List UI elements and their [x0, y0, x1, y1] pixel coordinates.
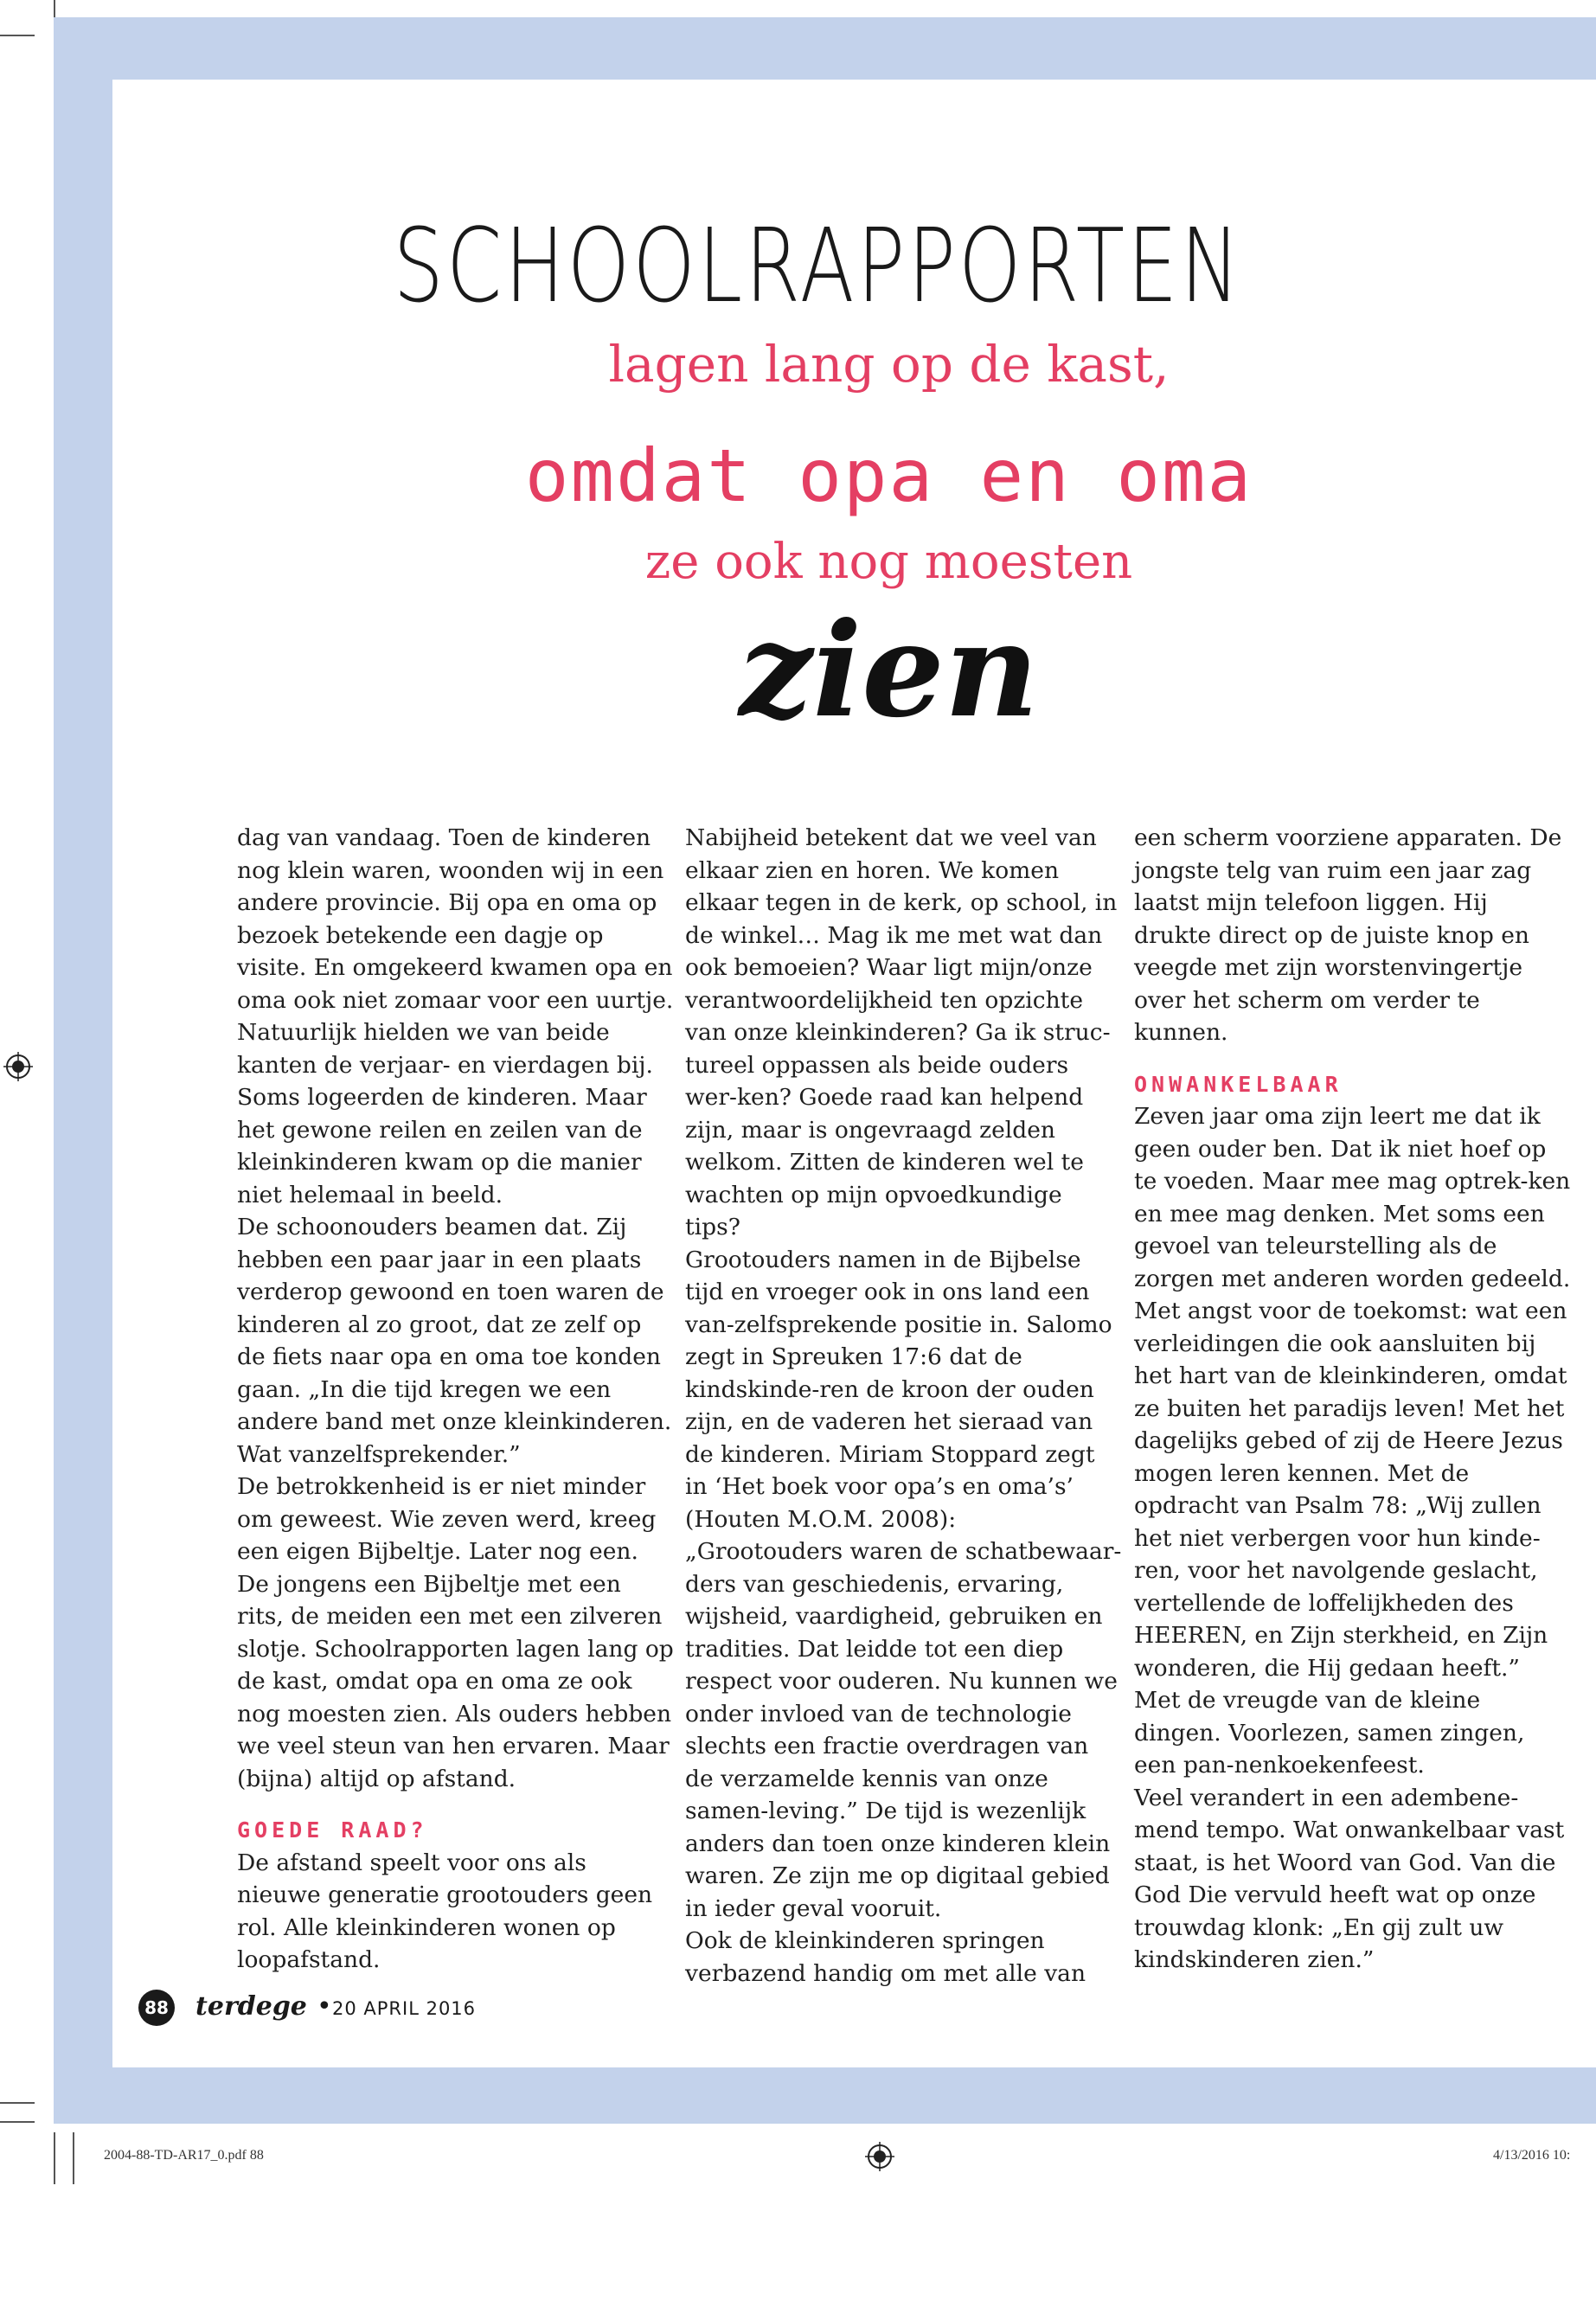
paragraph: Zeven jaar oma zijn leert me dat ik geen ouder ben. Dat ik niet hoef op te voeden. Maar mee mag optrek-ken en mee mag denken. Met soms een gevoel van teleurstelling als de zorgen met anderen worden gedeeld. Met angst voor de toekomst: wat een verleidingen die ook aansluiten bij het hart van de kleinkinderen, omdat ze buiten het paradijs leven! Met het dagelijks gebed of zij de Heere Jezus mogen leren kennen. Met de opdracht van Psalm 78: „Wij zullen het niet verbergen voor hun kinde-ren, voor het navolgende geslacht, vertellende de loffelijkheden des HEEREN, en Zijn sterkheid, en Zijn wonderen, die Hij gedaan heeft.”: [1134, 1103, 1571, 1682]
folio-separator: •: [317, 1991, 332, 2022]
registration-mark-icon: [3, 1052, 33, 1081]
crop-mark: [0, 35, 35, 36]
page-number: 88: [138, 1990, 175, 2026]
paragraph: De schoonouders beamen dat. Zij hebben een paar jaar in een plaats verderop gewoond en toen waren de kinderen al zo groot, dat ze zelf op de fiets naar opa en oma toe konden gaan. „In die tijd kregen we een andere band met onze kleinkinderen. Wat vanzelfsprekender.”: [237, 1214, 672, 1468]
paragraph: Nabijheid betekent dat we veel van elkaar zien en horen. We komen elkaar tegen in de kerk, op school, in de winkel… Mag ik me met wat dan ook bemoeien? Waar ligt mijn/onze verantwoordelijkheid ten opzichte van onze kleinkinderen? Ga ik struc-tureel oppassen als beide ouders wer-ken? Goede raad kan helpend zijn, maar is ongevraagd zelden welkom. Zitten de kinderen wel te wachten op mijn opvoedkundige tips?: [685, 824, 1118, 1240]
paragraph: Grootouders namen in de Bijbelse tijd en vroeger ook in ons land een van-zelfsprekende positie in. Salomo zegt in Spreuken 17:6 dat de kindskinde-ren de kroon der ouden zijn, en de vaderen het sieraad van de kinderen. Miriam Stoppard zegt in ‘Het boek voor opa’s en oma’s’ (Houten M.O.M. 2008):: [685, 1246, 1112, 1533]
crop-mark: [54, 0, 55, 17]
paragraph: De betrokkenheid is er niet minder om geweest. Wie zeven werd, kreeg een eigen Bijbeltje. Later nog een. De jongens een Bijbeltje met een rits, de meiden een met een zilveren slotje. Schoolrapporten lagen lang op de kast, omdat opa en oma ze ook nog moesten zien. Als ouders hebben we veel steun van hen ervaren. Maar (bijna) altijd op afstand.: [237, 1473, 674, 1792]
headline-line-2: lagen lang op de kast,: [608, 335, 1170, 394]
magazine-logo: terdege: [195, 1991, 307, 2022]
paragraph: Ook de kleinkinderen springen verbazend handig om met alle van: [685, 1927, 1086, 1987]
paragraph: Veel verandert in een adembene-mend tempo. Wat onwankelbaar vast staat, is het Woord van God. Van die God Die vervuld heeft wat op onze trouwdag klonk: „En gij zult uw kindskinderen zien.”: [1134, 1784, 1565, 1973]
crop-mark: [0, 2121, 35, 2123]
paragraph: dag van vandaag. Toen de kinderen nog klein waren, woonden wij in een andere provincie. Bij opa en oma op bezoek betekende een dagje op visite. En omgekeerd kwamen opa en oma ook niet zomaar voor een uurtje. Natuurlijk hielden we van beide kanten de verjaar- en vierdagen bij. Soms logeerden de kinderen. Maar het gewone reilen en zeilen van de kleinkinderen kwam op die manier niet helemaal in beeld.: [237, 824, 674, 1208]
headline-line-5: zien: [739, 594, 1039, 747]
paragraph: een scherm voorziene apparaten. De jongste telg van ruim een jaar zag laatst mijn telefoon liggen. Hij drukte direct op de juiste knop en veegde met zijn worstenvingertje over het scherm om verder te kunnen.: [1134, 824, 1562, 1046]
section-heading: GOEDE RAAD?: [237, 1817, 428, 1843]
crop-mark: [73, 2132, 74, 2184]
section-heading: ONWANKELBAAR: [1134, 1071, 1343, 1097]
paragraph: Met de vreugde van de kleine dingen. Voorlezen, samen zingen, een pan-nenkoekenfeest.: [1134, 1687, 1525, 1779]
print-slug-file: 2004-88-TD-AR17_0.pdf 88: [104, 2148, 264, 2163]
issue-date: 20 APRIL 2016: [332, 1998, 477, 2019]
crop-mark: [0, 2102, 35, 2104]
headline-line-4: ze ook nog moesten: [644, 534, 1133, 590]
article-column-2: [685, 822, 1122, 1990]
article-column-1: [237, 822, 674, 1977]
crop-mark: [54, 2132, 55, 2184]
paragraph: De afstand speelt voor ons als nieuwe generatie grootouders geen rol. Alle kleinkinderen wonen op loopafstand.: [237, 1849, 653, 1973]
paragraph: „Grootouders waren de schatbewaar-ders van geschiedenis, ervaring, wijsheid, vaardigheid, gebruiken en tradities. Dat leidde tot een diep respect voor ouderen. Nu kunnen we onder invloed van de technologie slechts een fractie overdragen van de verzamelde kennis van onze samen-leving.” De tijd is wezenlijk anders dan toen onze kinderen klein waren. Ze zijn me op digitaal gebied in ieder geval vooruit.: [685, 1538, 1122, 1922]
registration-mark-icon: [865, 2142, 894, 2171]
headline-line-3: omdat opa en oma: [524, 433, 1253, 518]
headline-main: SCHOOLRAPPORTEN: [393, 206, 1243, 325]
print-slug-timestamp: 4/13/2016 10:: [1493, 2148, 1571, 2163]
article-column-3: [1134, 822, 1571, 1977]
